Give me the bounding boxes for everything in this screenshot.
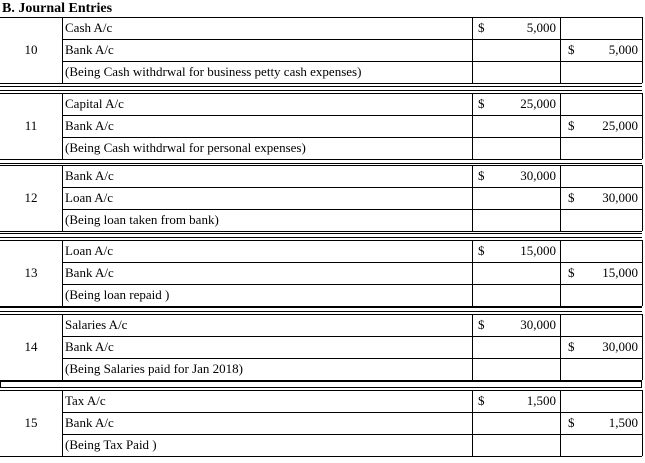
amount-rule: [472, 61, 642, 62]
credit-account: Bank A/c: [65, 339, 114, 354]
debit-currency: $: [478, 168, 485, 183]
column-rule: [642, 390, 643, 456]
column-rule: [62, 240, 63, 306]
entry-bottom-rule: [0, 83, 642, 84]
credit-account: Bank A/c: [65, 265, 114, 280]
credit-amount: 5,000: [608, 42, 638, 57]
entry-number: 11: [24, 118, 38, 133]
credit-currency: $: [568, 339, 575, 354]
debit-account: Tax A/c: [65, 393, 106, 408]
column-rule: [642, 17, 643, 83]
credit-currency: $: [568, 415, 575, 430]
narration: (Being Salaries paid for Jan 2018): [65, 361, 243, 376]
entry-bottom-rule: [0, 456, 642, 457]
account-rule: [62, 115, 472, 116]
amount-rule: [472, 137, 642, 138]
debit-currency: $: [478, 317, 485, 332]
credit-currency: $: [568, 265, 575, 280]
narration: (Being Cash withdrwal for personal expenses): [65, 140, 306, 155]
column-rule: [62, 390, 63, 456]
block-separator: [0, 307, 642, 312]
column-rule: [642, 165, 643, 231]
debit-currency: $: [478, 243, 485, 258]
credit-account: Bank A/c: [65, 42, 114, 57]
column-rule: [62, 93, 63, 159]
narration: (Being loan taken from bank): [65, 212, 219, 227]
debit-amount: 30,000: [520, 168, 556, 183]
account-rule: [62, 262, 472, 263]
column-rule: [642, 314, 643, 380]
column-rule: [62, 17, 63, 83]
debit-amount: 15,000: [520, 243, 556, 258]
entry-number: 14: [24, 339, 38, 354]
amount-rule: [472, 209, 642, 210]
credit-amount: 15,000: [602, 265, 638, 280]
debit-account: Cash A/c: [65, 20, 113, 35]
block-separator: [0, 86, 642, 91]
narration: (Being Tax Paid ): [65, 437, 157, 452]
credit-amount: 25,000: [602, 118, 638, 133]
column-rule: [642, 240, 643, 306]
column-rule: [62, 165, 63, 231]
credit-account: Bank A/c: [65, 415, 114, 430]
debit-amount: 30,000: [520, 317, 556, 332]
debit-amount: 1,500: [526, 393, 556, 408]
credit-amount: 1,500: [608, 415, 638, 430]
debit-amount: 25,000: [520, 96, 556, 111]
debit-currency: $: [478, 393, 485, 408]
account-rule: [62, 336, 472, 337]
entry-number: 10: [24, 42, 38, 57]
narration: (Being loan repaid ): [65, 287, 170, 302]
debit-currency: $: [478, 20, 485, 35]
debit-account: Capital A/c: [65, 96, 124, 111]
credit-currency: $: [568, 42, 575, 57]
account-rule: [62, 412, 472, 413]
credit-account: Bank A/c: [65, 118, 114, 133]
block-separator: [0, 381, 642, 388]
debit-account: Bank A/c: [65, 168, 114, 183]
column-rule: [642, 93, 643, 159]
block-separator: [0, 159, 642, 164]
amount-rule: [472, 358, 642, 359]
debit-currency: $: [478, 96, 485, 111]
amount-rule: [472, 434, 642, 435]
credit-amount: 30,000: [602, 339, 638, 354]
credit-amount: 30,000: [602, 190, 638, 205]
debit-amount: 5,000: [526, 20, 556, 35]
credit-currency: $: [568, 118, 575, 133]
entry-number: 12: [24, 190, 38, 205]
credit-account: Loan A/c: [65, 190, 114, 205]
narration: (Being Cash withdrwal for business petty cash expenses): [65, 64, 362, 79]
account-rule: [62, 187, 472, 188]
entry-number: 15: [24, 415, 38, 430]
debit-account: Salaries A/c: [65, 317, 128, 332]
account-rule: [62, 39, 472, 40]
amount-rule: [472, 284, 642, 285]
entry-bottom-rule: [0, 231, 642, 232]
block-separator: [0, 233, 642, 238]
section-title: B. Journal Entries: [2, 1, 113, 16]
credit-currency: $: [568, 190, 575, 205]
column-rule: [62, 314, 63, 380]
entry-number: 13: [24, 265, 38, 280]
debit-account: Loan A/c: [65, 243, 114, 258]
